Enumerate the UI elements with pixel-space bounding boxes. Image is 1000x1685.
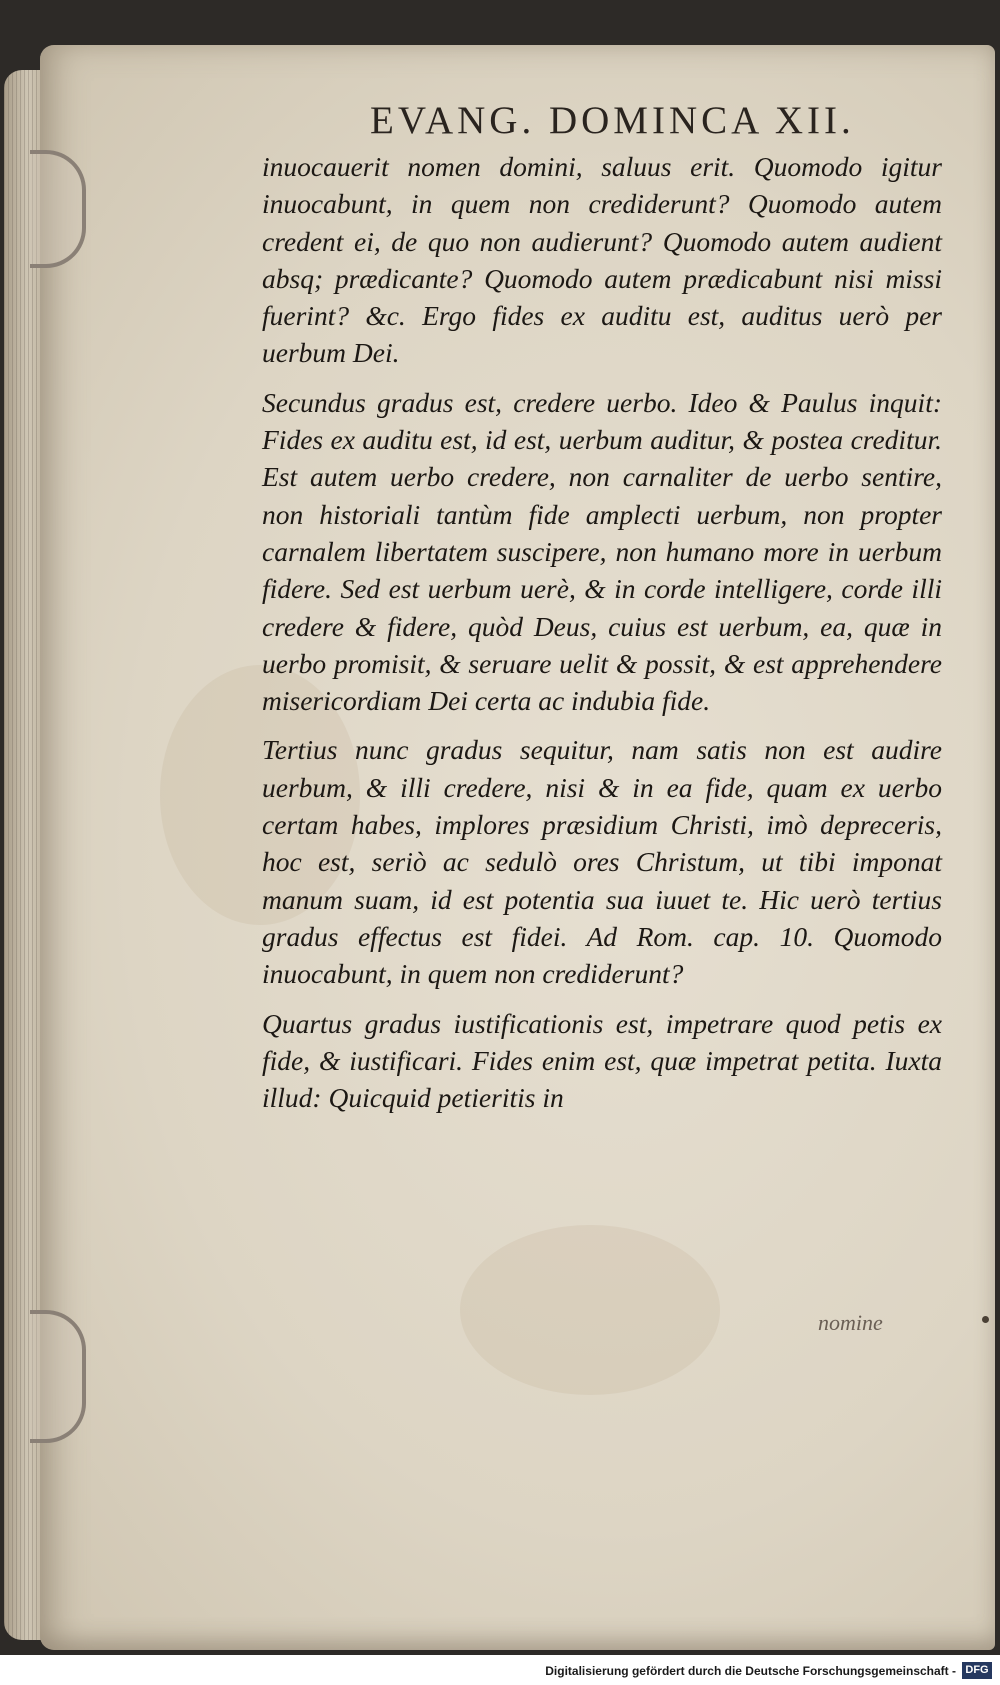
clasp-tab-bottom — [30, 1310, 86, 1443]
catchword: nomine — [818, 1310, 883, 1335]
body-text — [262, 148, 942, 1116]
margin-dot — [982, 1316, 989, 1323]
running-head: EVANG. DOMINCA XII. — [370, 99, 855, 142]
dfg-logo-icon: DFG — [962, 1662, 992, 1679]
paragraph: Quartus gradus iustificationis est, impetrare quod petis ex fide, & iustificari. Fides enim est, quæ impetrat petita. Iuxta illud: Quicquid petieritis in — [262, 1007, 942, 1114]
digitization-credit: Digitalisierung gefördert durch die Deutsche Forschungsgemeinschaft - — [545, 1664, 956, 1678]
paper-stain — [460, 1225, 720, 1395]
clasp-tab-top — [30, 150, 86, 268]
paragraph: Secundus gradus est, credere uerbo. Ideo & Paulus inquit: Fides ex auditu est, id est, uerbum auditur, & postea creditur. Est autem uerbo credere, non carnaliter de uerbo sentire, non historiali tantùm fide amplecti uerbum, non propter carnalem libertatem suscipere, non humano more in uerbum fidere. Sed est uerbum uerè, & in corde intelligere, corde illi credere & fidere, quòd Deus, cuius est uerbum, ea, quæ in uerbo promisit, & seruare uelit & possit, & est apprehendere misericordiam Dei certa ac indubia fide. — [262, 386, 942, 717]
paragraph: Tertius nunc gradus sequitur, nam satis non est audire uerbum, & illi credere, nisi & in ea fide, quam ex uerbo certam habes, implores præsidium Christi, imò depreceris, hoc est, seriò ac sedulò ores Christum, ut tibi imponat manum suam, id est potentia sua iuuet te. Hic uerò tertius gradus effectus est fidei. Ad Rom. cap. 10. Quomodo inuocabunt, in quem non crediderunt? — [262, 734, 942, 990]
paragraph: inuocauerit nomen domini, saluus erit. Quomodo igitur inuocabunt, in quem non crediderunt? Quomodo autem credent ei, de quo non audierunt? Quomodo autem audient absq; prædicante? Quomodo autem prædicabunt nisi missi fuerint? &c. Ergo fides ex auditu est, auditus uerò per uerbum Dei. — [262, 151, 942, 369]
